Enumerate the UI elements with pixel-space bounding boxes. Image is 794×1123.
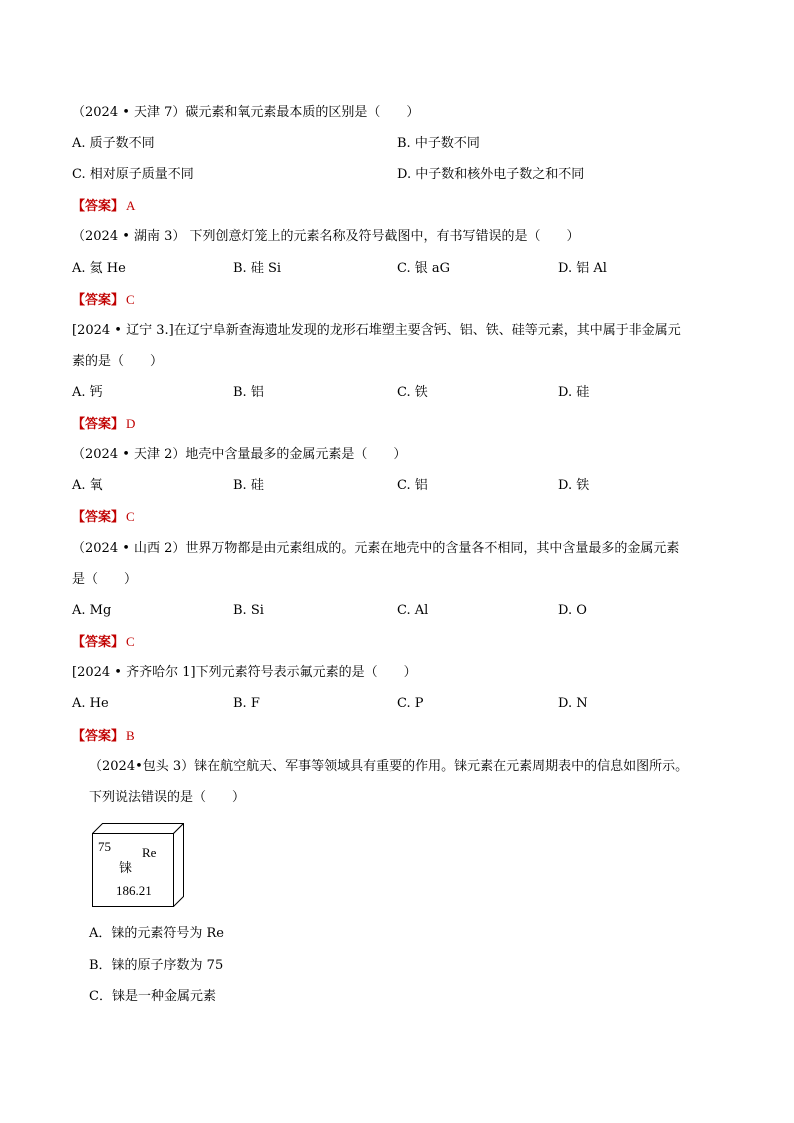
question-3-answer: [72, 415, 135, 434]
question-6-option-b: B. F: [233, 696, 260, 711]
question-2-answer: [72, 291, 135, 310]
question-3-option-c: C. 铁: [397, 385, 428, 400]
periodic-table-cell: [92, 823, 184, 907]
question-3-stem-line1: [2024 • 辽宁 3.]在辽宁阜新查海遗址发现的龙形石堆塑主要含钙、铝、铁、硅等元素，其中属于非金属元: [72, 323, 681, 338]
question-5-answer: [72, 633, 135, 652]
element-name: 铼: [119, 861, 133, 876]
question-1-answer: [72, 197, 135, 216]
answer-value: C: [126, 509, 135, 524]
question-6-stem: [2024 • 齐齐哈尔 1]下列元素符号表示氟元素的是（ ）: [72, 665, 417, 680]
question-7-stem-line1: （2024•包头 3）铼在航空航天、军事等领域具有重要的作用。铼元素在元素周期表中的信息如图所示。: [89, 759, 689, 774]
question-2-option-b: B. 硅 Si: [233, 261, 282, 276]
question-4-option-a: A. 氧: [72, 478, 103, 493]
question-3-option-a: A. 钙: [72, 385, 103, 400]
question-4-option-d: D. 铁: [558, 478, 590, 493]
question-1-option-a: A. 质子数不同: [72, 136, 155, 151]
question-5-option-b: B. Si: [233, 603, 264, 618]
question-2-stem: （2024 • 湖南 3） 下列创意灯笼上的元素名称及符号截图中，有书写错误的是（ ）: [72, 229, 580, 244]
answer-label: 【答案】: [72, 199, 125, 214]
question-1-option-d: D. 中子数和核外电子数之和不同: [397, 167, 585, 182]
question-6-options: [72, 695, 732, 713]
question-6-option-a: A. He: [72, 696, 109, 711]
answer-value: D: [126, 416, 136, 431]
question-6-option-c: C. P: [397, 696, 424, 711]
question-4-option-b: B. 硅: [233, 478, 264, 493]
question-4-stem: （2024 • 天津 2）地壳中含量最多的金属元素是（ ）: [72, 447, 407, 462]
answer-value: C: [126, 634, 135, 649]
question-4-answer: [72, 508, 135, 527]
question-1-options-row2: [72, 166, 732, 184]
element-atomic-number: 75: [98, 839, 111, 854]
answer-value: B: [126, 728, 135, 743]
answer-value: A: [126, 198, 136, 213]
element-atomic-mass: 186.21: [116, 883, 152, 898]
question-3-option-d: D. 硅: [558, 385, 590, 400]
question-3-option-b: B. 铝: [233, 385, 264, 400]
question-2-option-d: D. 铝 Al: [558, 261, 607, 276]
answer-label: 【答案】: [72, 635, 125, 650]
element-symbol: Re: [142, 845, 157, 860]
question-7-option-c: C．铼是一种金属元素: [89, 989, 216, 1004]
question-6-answer: [72, 727, 135, 746]
answer-label: 【答案】: [72, 293, 125, 308]
answer-label: 【答案】: [72, 729, 125, 744]
question-5-option-d: D. O: [558, 603, 587, 618]
question-7-option-a: A．铼的元素符号为 Re: [89, 926, 225, 941]
question-2-option-a: A. 氦 He: [72, 261, 126, 276]
question-1-option-c: C. 相对原子质量不同: [72, 167, 194, 182]
question-7-option-b: B．铼的原子序数为 75: [89, 958, 224, 973]
question-2-options: [72, 260, 732, 278]
question-5-stem-line2: 是（ ）: [72, 572, 138, 587]
question-1-option-b: B. 中子数不同: [397, 136, 480, 151]
question-6-option-d: D. N: [558, 696, 588, 711]
answer-value: C: [126, 292, 135, 307]
question-3-options: [72, 384, 732, 402]
question-5-options: [72, 602, 732, 620]
question-1-options: [72, 135, 732, 153]
question-1-stem: （2024 • 天津 7）碳元素和氧元素最本质的区别是（ ）: [72, 105, 420, 120]
answer-label: 【答案】: [72, 417, 125, 432]
question-5-option-a: A. Mg: [72, 603, 112, 618]
question-4-option-c: C. 铝: [397, 478, 428, 493]
answer-label: 【答案】: [72, 510, 125, 525]
question-4-options: [72, 477, 732, 495]
question-3-stem-line2: 素的是（ ）: [72, 354, 164, 369]
question-5-option-c: C. Al: [397, 603, 429, 618]
question-7-stem-line2: 下列说法错误的是（ ）: [89, 790, 246, 805]
question-5-stem-line1: （2024 • 山西 2）世界万物都是由元素组成的。元素在地壳中的含量各不相同，其中含量最多的金属元素: [72, 541, 680, 556]
question-2-option-c: C. 银 aG: [397, 261, 451, 276]
